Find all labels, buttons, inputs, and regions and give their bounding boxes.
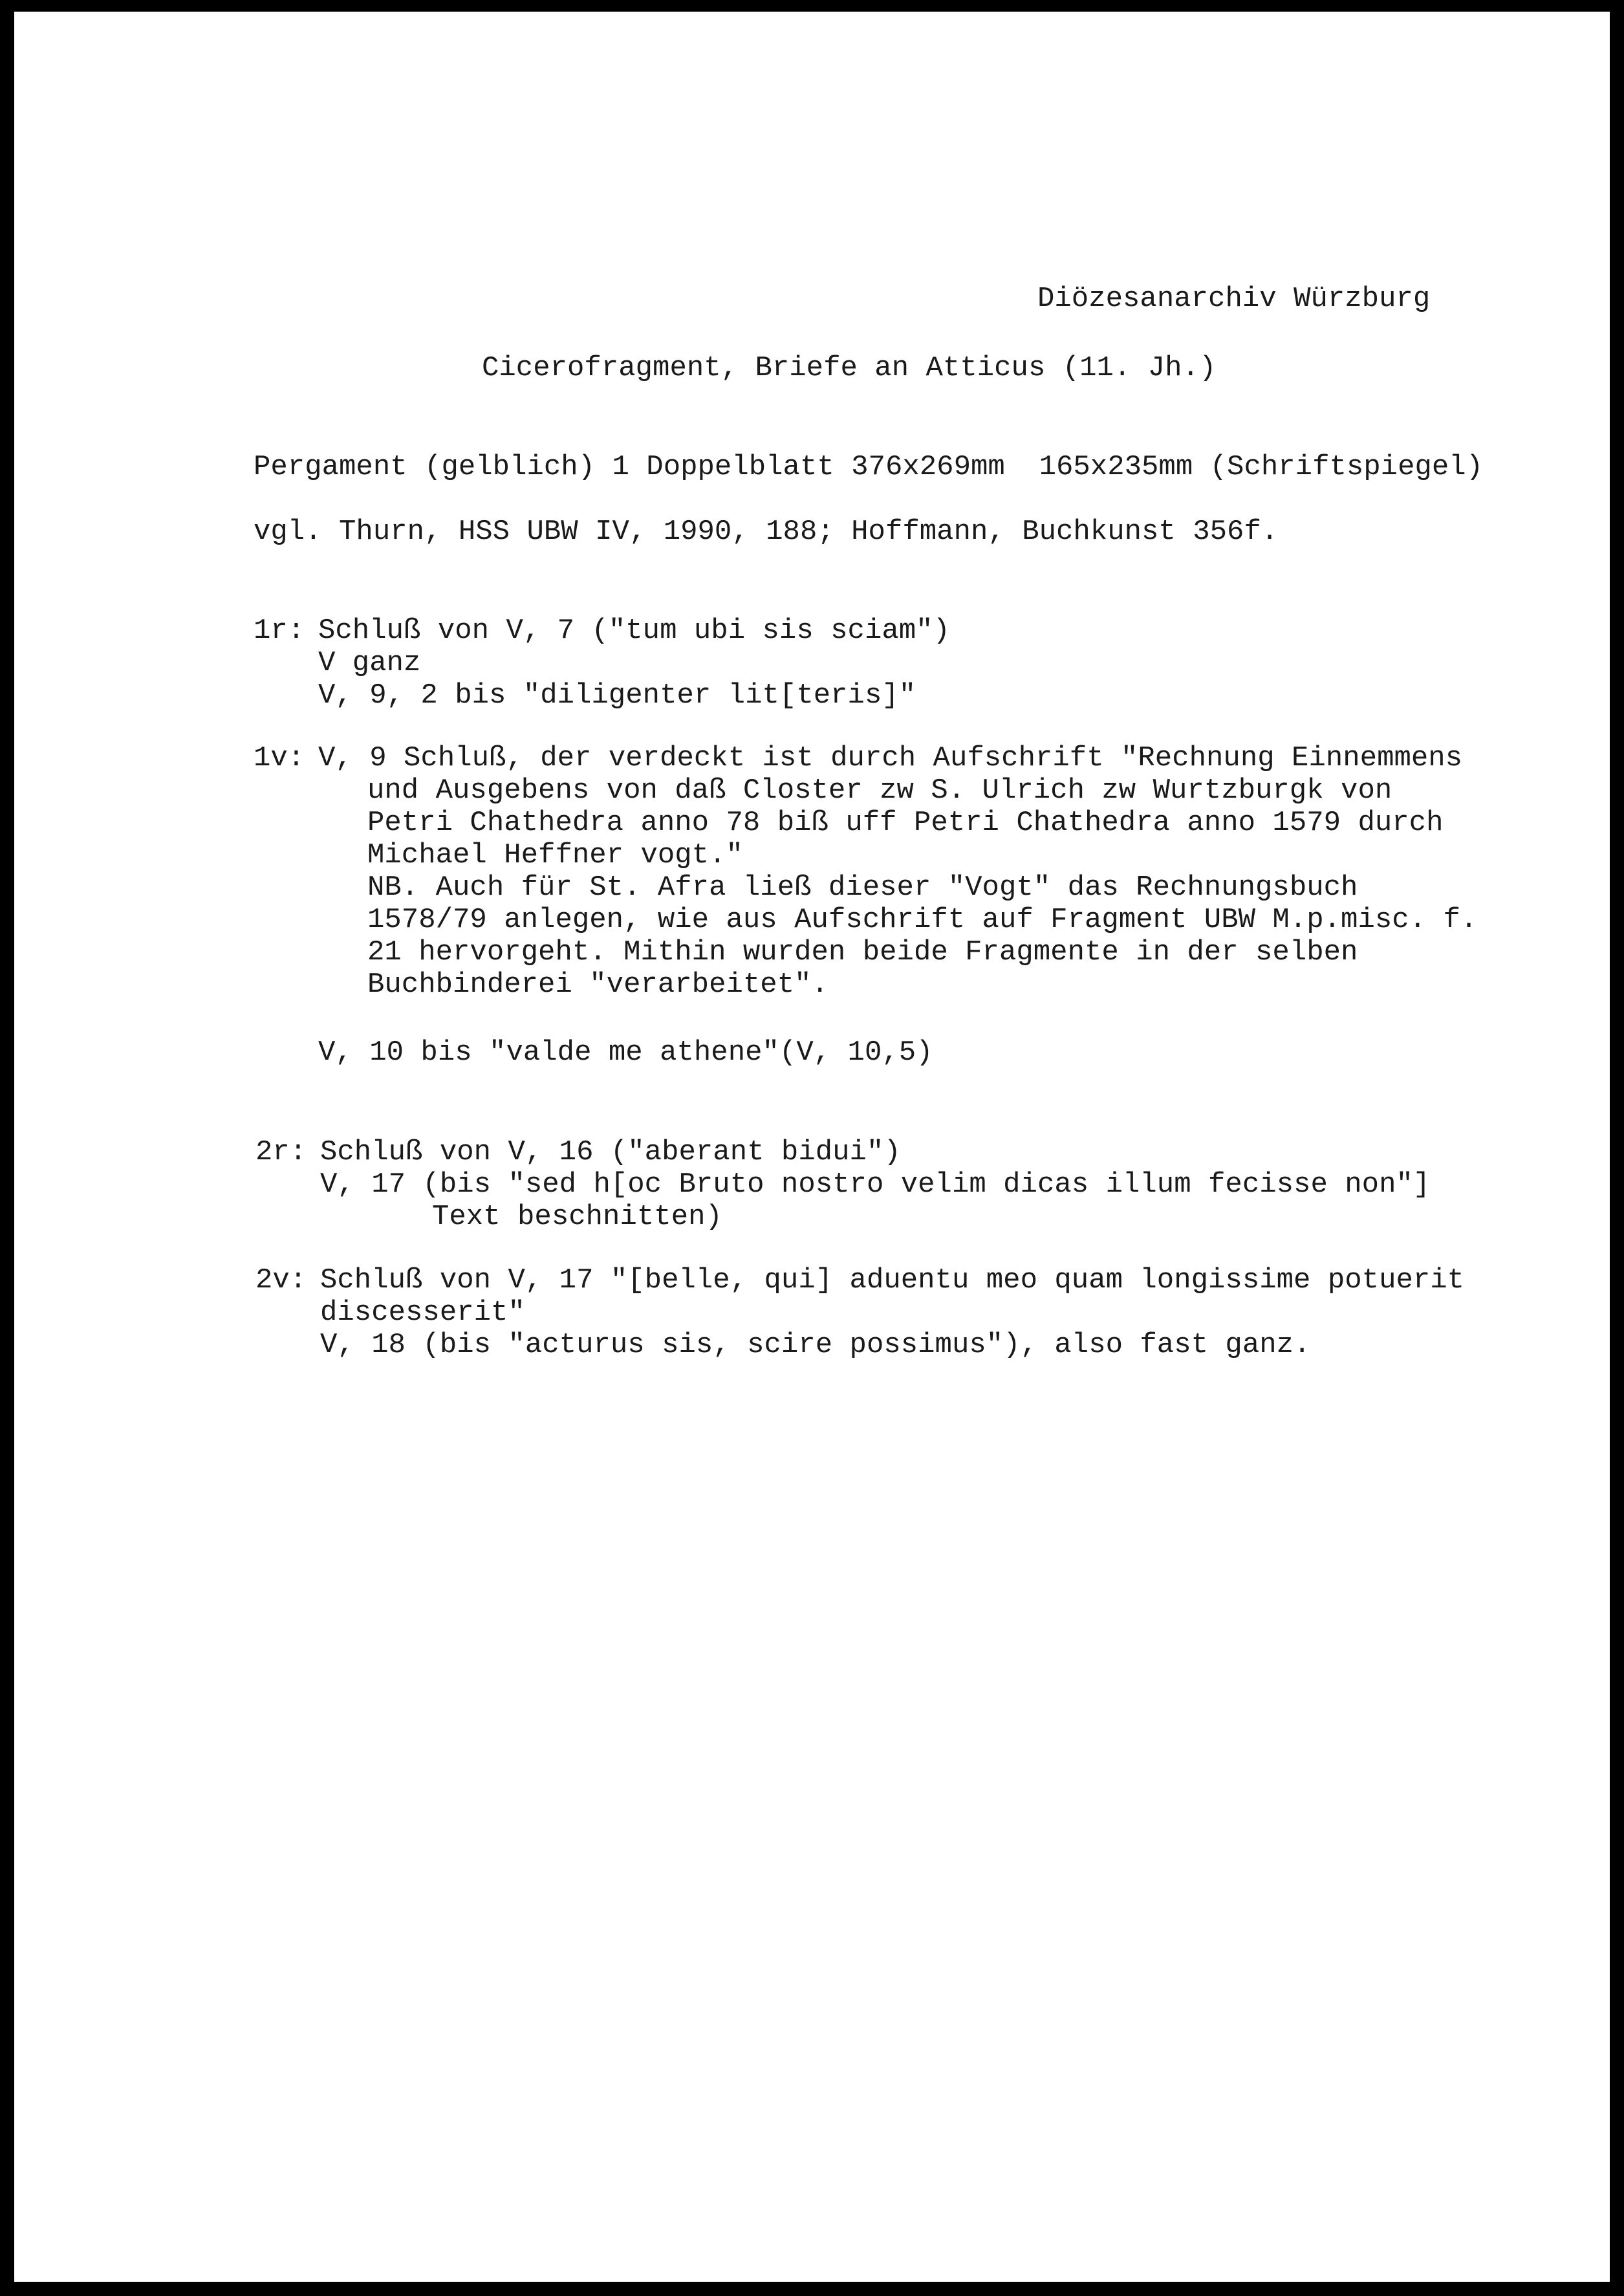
entry-label: 2r: xyxy=(255,1136,307,1168)
entry-line: Michael Heffner vogt." xyxy=(367,839,743,871)
entry-line: Schluß von V, 17 "[belle, qui] aduentu meo quam longissime potuerit xyxy=(320,1264,1465,1296)
entry-line: Text beschnitten) xyxy=(432,1201,722,1233)
entry-label: 1v: xyxy=(254,742,305,774)
entry-line: Buchbinderei "verarbeitet". xyxy=(367,968,828,1001)
entry-line: Schluß von V, 16 ("aberant bidui") xyxy=(320,1136,901,1168)
entry-label: 2v: xyxy=(255,1264,307,1296)
literature-reference: vgl. Thurn, HSS UBW IV, 1990, 188; Hoffmann, Buchkunst 356f. xyxy=(254,516,1279,548)
entry-line: 21 hervorgeht. Mithin wurden beide Fragmente in der selben xyxy=(367,936,1358,968)
entry-line: NB. Auch für St. Afra ließ dieser "Vogt" das Rechnungsbuch xyxy=(367,871,1358,904)
entry-line: V, 10 bis "valde me athene"(V, 10,5) xyxy=(318,1036,933,1069)
entry-line: V, 17 (bis "sed h[oc Bruto nostro velim dicas illum fecisse non"] xyxy=(320,1168,1431,1201)
entry-line: V, 9 Schluß, der verdeckt ist durch Aufschrift "Rechnung Einnemmens xyxy=(318,742,1463,774)
entry-line: V ganz xyxy=(318,647,421,679)
material-description: Pergament (gelblich) 1 Doppelblatt 376x269mm 165x235mm (Schriftspiegel) xyxy=(254,451,1484,483)
entry-line: discesserit" xyxy=(320,1296,525,1329)
entry-line: 1578/79 anlegen, wie aus Aufschrift auf Fragment UBW M.p.misc. f. xyxy=(367,904,1478,936)
entry-line: und Ausgebens von daß Closter zw S. Ulrich zw Wurtzburgk von xyxy=(367,774,1392,807)
entry-line: Petri Chathedra anno 78 biß uff Petri Chathedra anno 1579 durch xyxy=(367,807,1444,839)
entry-line: Schluß von V, 7 ("tum ubi sis sciam") xyxy=(318,615,950,647)
entry-label: 1r: xyxy=(254,615,305,647)
document-title: Cicerofragment, Briefe an Atticus (11. Jh.) xyxy=(482,352,1217,384)
entry-line: V, 9, 2 bis "diligenter lit[teris]" xyxy=(318,679,916,712)
entry-line: V, 18 (bis "acturus sis, scire possimus"), also fast ganz. xyxy=(320,1329,1311,1361)
archive-name: Diözesanarchiv Würzburg xyxy=(1037,283,1431,315)
